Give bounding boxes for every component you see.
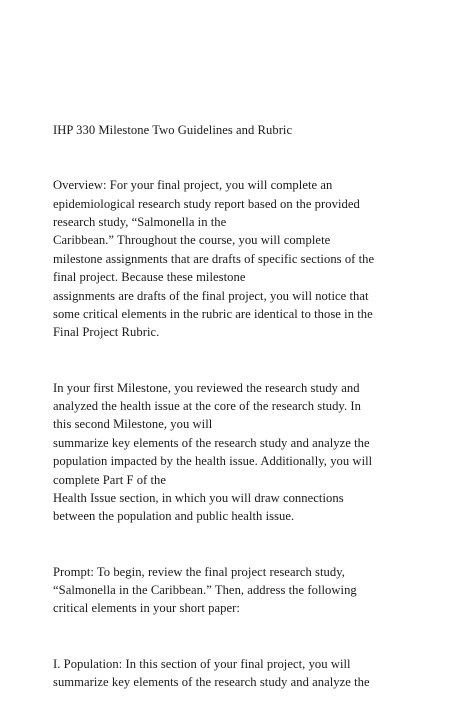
overview-paragraph: [53, 176, 403, 342]
text-line: population impacted by the health issue. Additionally, you will: [53, 454, 373, 469]
text-line: Prompt: To begin, review the final project research study,: [53, 564, 345, 579]
text-line: Overview: For your final project, you will complete an: [53, 178, 333, 193]
prompt-paragraph: [53, 563, 403, 618]
text-line: In your first Milestone, you reviewed the research study and: [53, 380, 360, 395]
text-line: this second Milestone, you will: [53, 417, 213, 432]
text-line: assignments are drafts of the final project, you will notice that: [53, 288, 369, 303]
text-line: critical elements in your short paper:: [53, 601, 240, 616]
text-line: Health Issue section, in which you will draw connections: [53, 491, 344, 506]
text-line: summarize key elements of the research study and analyze the: [53, 435, 370, 450]
text-line: some critical elements in the rubric are identical to those in the: [53, 307, 373, 322]
population-paragraph: [53, 655, 403, 692]
text-line: research study, “Salmonella in the: [53, 215, 227, 229]
text-line: summarize key elements of the research study and analyze the: [53, 675, 370, 690]
blank-line: [53, 636, 403, 654]
text-line: I. Population: In this section of your final project, you will: [53, 656, 351, 671]
blank-line: [53, 158, 403, 176]
text-line: Caribbean.” Throughout the course, you will complete: [53, 233, 331, 248]
blank-line: [53, 544, 403, 562]
document-body: [53, 121, 403, 710]
text-line: complete Part F of the: [53, 472, 167, 487]
text-line: “Salmonella in the Caribbean.” Then, address the following: [53, 583, 357, 598]
text-line: Final Project Rubric.: [53, 325, 160, 340]
text-line: analyzed the health issue at the core of the research study. In: [53, 399, 361, 414]
document-title: IHP 330 Milestone Two Guidelines and Rubric: [53, 123, 293, 137]
text-line: milestone assignments that are drafts of specific sections of the: [53, 251, 375, 266]
text-line: between the population and public health issue.: [53, 509, 295, 524]
milestone-paragraph: [53, 379, 403, 526]
blank-line: [53, 360, 403, 378]
text-line: final project. Because these milestone: [53, 270, 246, 285]
text-line: epidemiological research study report based on the provided: [53, 196, 360, 211]
